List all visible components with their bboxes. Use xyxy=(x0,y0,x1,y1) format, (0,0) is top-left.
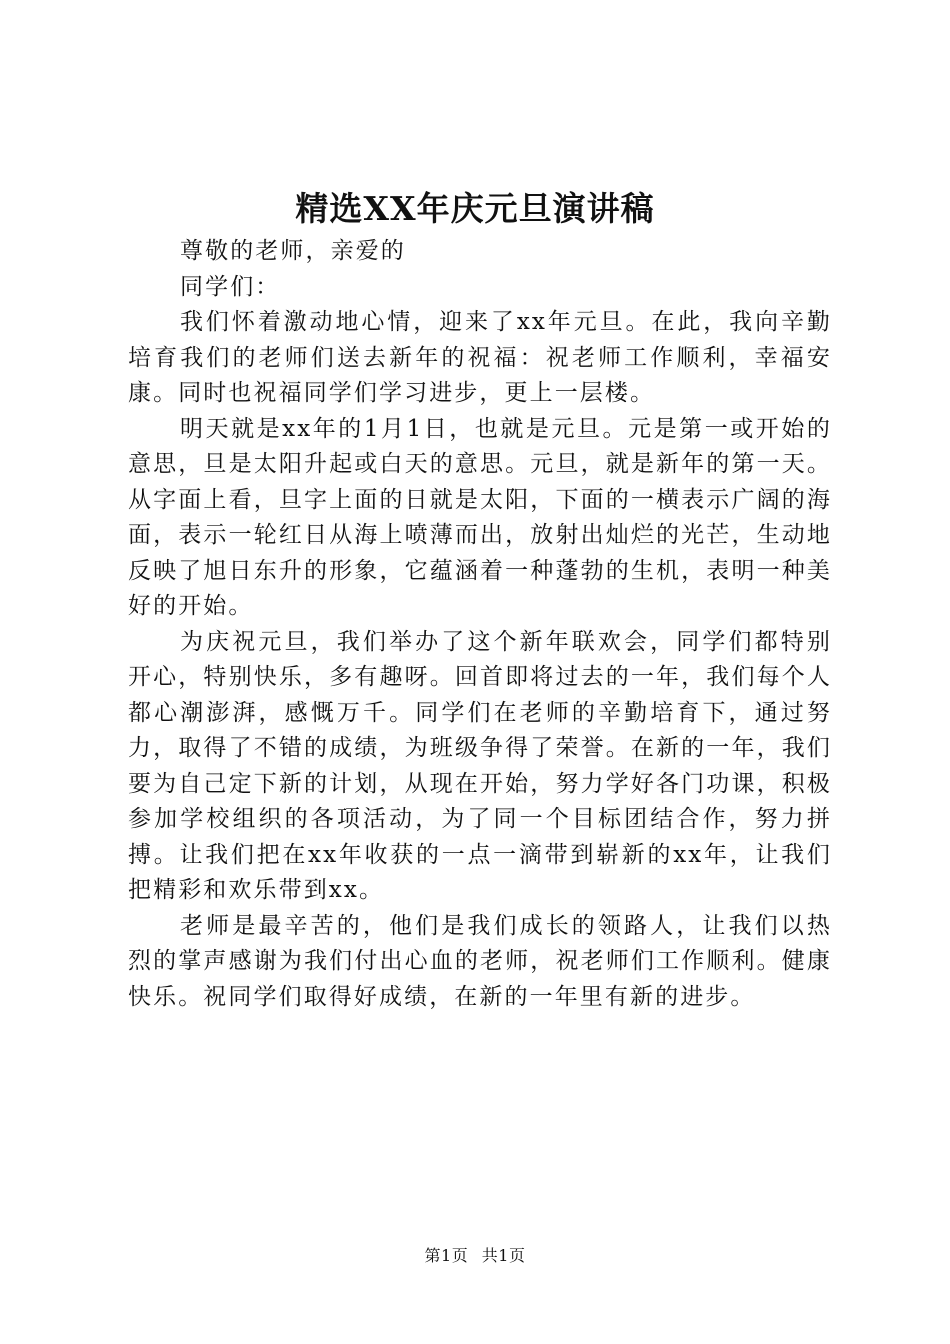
page-footer xyxy=(0,1244,950,1268)
page-total: 共1页 xyxy=(481,1246,526,1265)
paragraph-4: 老师是最辛苦的，他们是我们成长的领路人，让我们以热烈的掌声感谢为我们付出心血的老师，祝老师们工作顺利。健康快乐。祝同学们取得好成绩，在新的一年里有新的进步。 xyxy=(128,912,832,1010)
greeting-line-2: 同学们： xyxy=(180,273,281,300)
paragraph-3: 为庆祝元旦，我们举办了这个新年联欢会，同学们都特别开心，特别快乐，多有趣呀。回首即将过去的一年，我们每个人都心潮澎湃，感慨万千。同学们在老师的辛勤培育下，通过努力，取得了不错的成绩，为班级争得了荣誉。在新的一年，我们要为自己定下新的计划，从现在开始，努力学好各门功课，积极参加学校组织的各项活动，为了同一个目标团结合作，努力拼搏。让我们把在xx年收获的一点一滴带到崭新的xx年，让我们把精彩和欢乐带到xx。 xyxy=(128,628,832,903)
document-title: 精选XX年庆元旦演讲稿 xyxy=(295,189,655,228)
greeting-line-1: 尊敬的老师，亲爱的 xyxy=(180,238,406,264)
paragraph-1: 我们怀着激动地心情，迎来了xx年元旦。在此，我向辛勤培育我们的老师们送去新年的祝福：祝老师工作顺利，幸福安康。同时也祝福同学们学习进步，更上一层楼。 xyxy=(128,309,832,406)
page-number: 第1页 xyxy=(424,1246,469,1265)
paragraph-2: 明天就是xx年的1月1日，也就是元旦。元是第一或开始的意思，旦是太阳升起或白天的意思。元旦，就是新年的第一天。从字面上看，旦字上面的日就是太阳，下面的一横表示广阔的海面，表示一轮红日从海上喷薄而出，放射出灿烂的光芒，生动地反映了旭日东升的形象，它蕴涵着一种蓬勃的生机，表明一种美好的开始。 xyxy=(128,415,832,619)
document-body xyxy=(128,234,832,1015)
